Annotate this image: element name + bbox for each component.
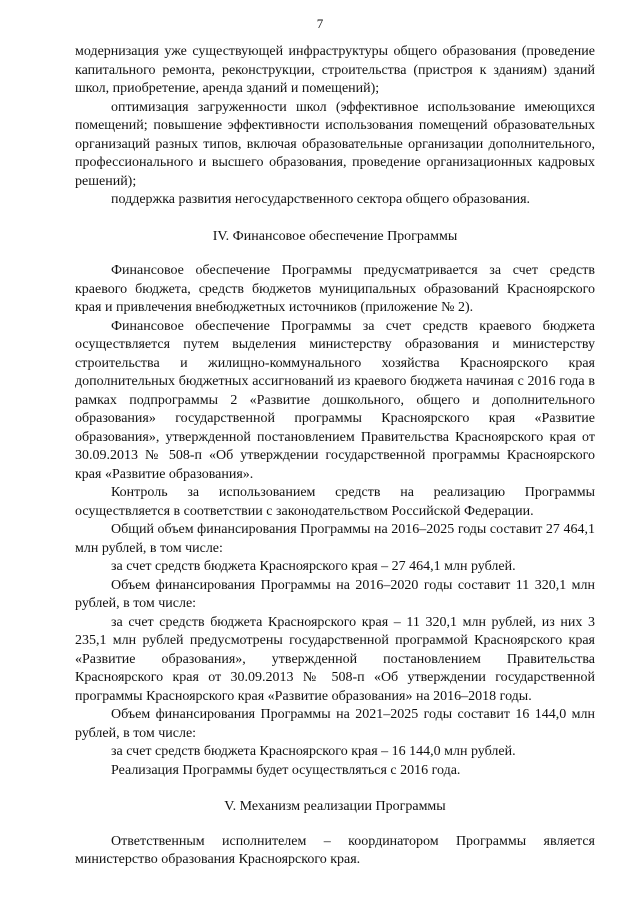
paragraph: поддержка развития негосударственного сектора общего образования. xyxy=(111,192,531,207)
paragraph: Финансовое обеспечение Программы за счет средств краевого бюджета осуществляется путем выделения министерству образования и министерству строительства и жилищно-коммунального хозяйства Красноярского края дополнительных бюджетных ассигнований из краевого бюджета начиная с 2016 года в рамках подпрограммы 2 «Развитие дошкольного, общего и дополнительного образования» государственной программы Красноярского края «Развитие образования», утвержденной постановлением Правительства Красноярского края от 30.09.2013 № 508-п «Об утверждении государственной программы Красноярского края «Развитие образования». xyxy=(75,318,595,482)
paragraph: за счет средств бюджета Красноярского края – 16 144,0 млн рублей. xyxy=(111,744,516,759)
paragraph: Объем финансирования Программы на 2016–2020 годы составит 11 320,1 млн рублей, в том числе: xyxy=(75,577,595,611)
page-number: 7 xyxy=(316,16,324,31)
paragraph: за счет средств бюджета Красноярского края – 27 464,1 млн рублей. xyxy=(111,559,516,574)
section-heading-mechanism: V. Механизм реализации Программы xyxy=(224,799,446,814)
paragraph: Общий объем финансирования Программы на 2016–2025 годы составит 27 464,1 млн рублей, в том числе: xyxy=(75,522,595,556)
document-body xyxy=(75,43,595,870)
paragraph: Реализация Программы будет осуществляться с 2016 года. xyxy=(111,762,461,778)
paragraph: за счет средств бюджета Красноярского края – 11 320,1 млн рублей, из них 3 235,1 млн рублей предусмотрены государственной программой Красноярского края «Развитие образования», утвержденной постановлением Правительства Красноярского края от 30.09.2013 № 508-п «Об утверждении государственной программы Красноярского края «Развитие образования» на 2016–2018 годы. xyxy=(75,614,595,704)
paragraph: Финансовое обеспечение Программы предусматривается за счет средств краевого бюджета, средств бюджетов муниципальных образований Красноярского края и привлечения внебюджетных источников (приложение № 2). xyxy=(75,263,595,315)
paragraph: Ответственным исполнителем – координатором Программы является министерство образования Красноярского края. xyxy=(75,833,595,867)
paragraph: модернизация уже существующей инфраструктуры общего образования (проведение капитального ремонта, реконструкции, строительства (пристроя к зданиям) зданий школ, приобретение, аренда зданий и помещений); xyxy=(75,44,595,96)
paragraph: оптимизация загруженности школ (эффективное использование имеющихся помещений; повышение эффективности использования помещений образовательных организаций разных типов, включая образовательные организации дополнительного, профессионального и высшего образования, проведение организационных кадровых решений); xyxy=(75,99,595,189)
paragraph: Объем финансирования Программы на 2021–2025 годы составит 16 144,0 млн рублей, в том числе: xyxy=(75,707,595,741)
section-heading-financing: IV. Финансовое обеспечение Программы xyxy=(212,228,458,244)
paragraph: Контроль за использованием средств на реализацию Программы осуществляется в соответствии с законодательством Российской Федерации. xyxy=(75,485,595,519)
